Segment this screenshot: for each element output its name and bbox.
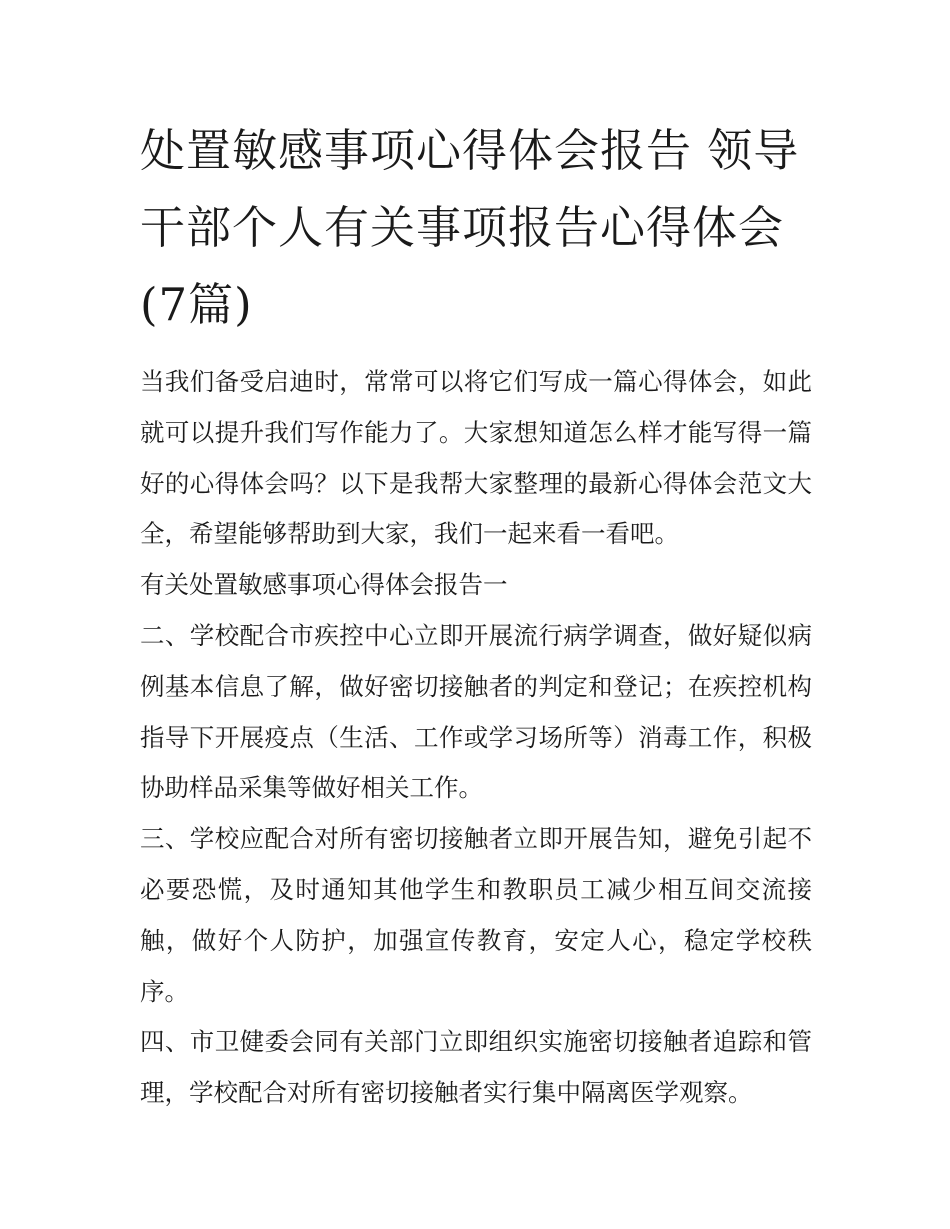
intro-paragraph: 当我们备受启迪时，常常可以将它们写成一篇心得体会，如此就可以提升我们写作能力了。大家想知道怎么样才能写得一篇好的心得体会吗？以下是我帮大家整理的最新心得体会范文大全，希望能够帮助到大家，我们一起来看一看吧。	[140, 367, 812, 549]
paragraph-item-4: 四、市卫健委会同有关部门立即组织实施密切接触者追踪和管理，学校配合对所有密切接触者实行集中隔离医学观察。	[140, 1027, 812, 1108]
paragraph-item-3: 三、学校应配合对所有密切接触者立即开展告知，避免引起不必要恐慌，及时通知其他学生和教职员工减少相互间交流接触，做好个人防护，加强宣传教育，安定人心，稳定学校秩序。	[140, 824, 812, 1006]
section-heading: 有关处置敏感事项心得体会报告一	[140, 570, 508, 600]
paragraph-item-2: 二、学校配合市疾控中心立即开展流行病学调查，做好疑似病例基本信息了解，做好密切接触者的判定和登记；在疾控机构指导下开展疫点（生活、工作或学习场所等）消毒工作，积极协助样品采集等做好相关工作。	[140, 620, 812, 803]
document-title: 处置敏感事项心得体会报告 领导干部个人有关事项报告心得体会(7篇)	[140, 124, 800, 331]
document-body	[140, 112, 812, 1119]
